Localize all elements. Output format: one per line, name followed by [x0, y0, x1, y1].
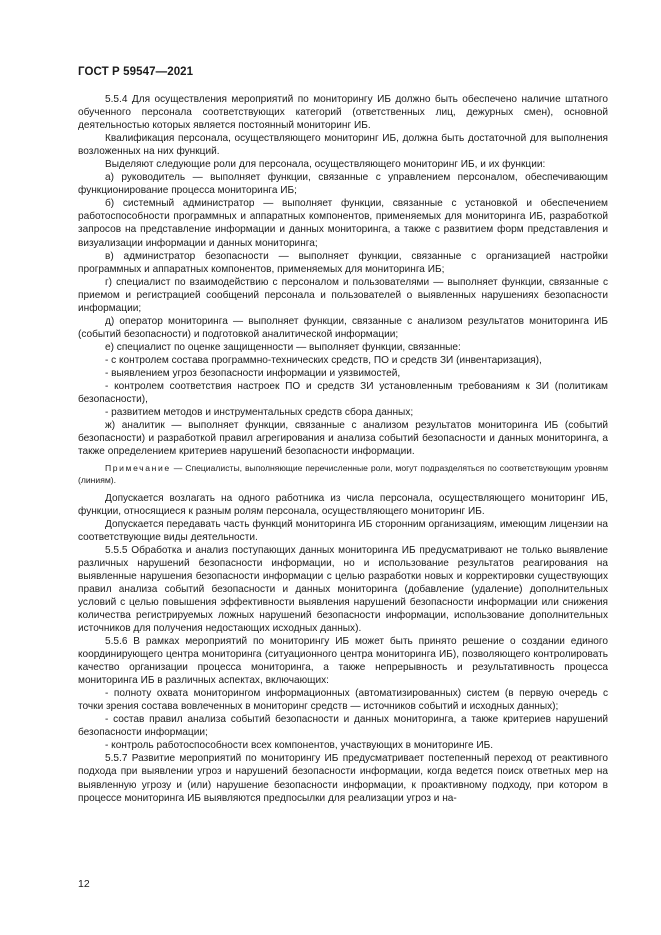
sub-list-item: - развитием методов и инструментальных средств сбора данных;: [105, 407, 414, 419]
list-item: в) администратор безопасности — выполняет функции, связанные с организацией настройки программных и аппаратных компонентов, применяемых для мониторинга ИБ;: [78, 250, 608, 275]
sub-list-item: - контролем соответствия настроек ПО и средств ЗИ установленным требованиям к ЗИ (политикам безопасности),: [78, 381, 608, 406]
paragraph: 5.5.4 Для осуществления мероприятий по мониторингу ИБ должно быть обеспечено наличие штатного обученного персонала соответствующих категорий (ответственных лиц, дежурных смен), основной деятельностью которых является постоянный мониторинг ИБ.: [78, 94, 608, 132]
paragraph: 5.5.6 В рамках мероприятий по мониторингу ИБ может быть принято решение о создании единого координирующего центра мониторинга (ситуационного центра мониторинга ИБ), позволяющего контролировать качество организации процесса мониторинга, а также непрерывность и результативность процесса мониторинга ИБ в различных аспектах, включающих:: [78, 636, 608, 687]
list-item: б) системный администратор — выполняет функции, связанные с установкой и обеспечением работоспособности программных и аппаратных компонентов, применяемых для мониторинга ИБ, разработкой запросов на представление информации и данных мониторинга, а также с развитием форм представления и визуализации информации и данных мониторинга;: [78, 198, 608, 249]
page-number: 12: [78, 878, 90, 890]
document-body: [78, 93, 608, 805]
paragraph: Допускается возлагать на одного работника из числа персонала, осуществляющего мониторинг ИБ, функции, относящиеся к разным ролям персонала, осуществляющего мониторинг ИБ.: [78, 492, 608, 517]
note-text: — Специалисты, выполняющие перечисленные роли, могут подразделяться по соответствующим уровням (линиям).: [78, 463, 608, 485]
sub-list-item: - состав правил анализа событий безопасности и данных мониторинга, а также критериев нарушений безопасности информации;: [78, 714, 608, 739]
list-item: е) специалист по оценке защищенности — выполняет функции, связанные:: [105, 341, 461, 353]
paragraph: Квалификация персонала, осуществляющего мониторинг ИБ, должна быть достаточной для выполнения возложенных на них функций.: [78, 133, 608, 158]
note: [78, 463, 608, 486]
list-item: а) руководитель — выполняет функции, связанные с управлением персоналом, обеспечивающим функционирование процесса мониторинга ИБ;: [78, 172, 608, 197]
paragraph: Выделяют следующие роли для персонала, осуществляющего мониторинг ИБ, и их функции:: [105, 159, 546, 171]
sub-list-item: - с контролем состава программно-технических средств, ПО и средств ЗИ (инвентаризация),: [105, 354, 542, 366]
document-header: ГОСТ Р 59547—2021: [78, 66, 194, 78]
note-label: Примечание: [105, 463, 171, 474]
list-item: ж) аналитик — выполняет функции, связанные с анализом результатов мониторинга ИБ (событий безопасности) и разработкой правил агрегирования и анализа событий безопасности и данных мониторинга, а также определением критериев нарушений безопасности информации.: [78, 420, 608, 458]
list-item: д) оператор мониторинга — выполняет функции, связанные с анализом результатов мониторинга ИБ (событий безопасности) и подготовкой аналитической информации;: [78, 315, 608, 340]
sub-list-item: - контроль работоспособности всех компонентов, участвующих в мониторинге ИБ.: [105, 740, 494, 752]
paragraph: 5.5.5 Обработка и анализ поступающих данных мониторинга ИБ предусматривают не только выявление различных нарушений безопасности информации, но и использование результатов реагирования на выявленные нарушения безопасности информации с целью разработки новых и корректировки существующих правил анализа событий безопасности и данных мониторинга (добавление (удаление) дополнительных условий с целью повышения эффективности выявления нарушений безопасности информации или снижения количества регистрируемых ложных нарушений безопасности информации, использование дополнительных источников для получения недостающих исходных данных).: [78, 544, 608, 634]
sub-list-item: - полноту охвата мониторингом информационных (автоматизированных) систем (в первую очередь с точки зрения состава вовлеченных в мониторинг средств — источников событий и исходных данных);: [78, 688, 608, 713]
list-item: г) специалист по взаимодействию с персоналом и пользователями — выполняет функции, связанные с приемом и регистрацией сообщений персонала и пользователей о выявленных нарушениях безопасности информации;: [78, 276, 608, 314]
paragraph: 5.5.7 Развитие мероприятий по мониторингу ИБ предусматривает постепенный переход от реактивного подхода при выявлении угроз и нарушений безопасности информации, когда ведется поиск ответных мер на выявленную угрозу и (или) нарушение безопасности информации, к проактивному подходу, при котором в процессе мониторинга ИБ выявляются предпосылки для реализации угроз и на-: [78, 753, 608, 804]
sub-list-item: - выявлением угроз безопасности информации и уязвимостей,: [105, 367, 401, 379]
paragraph: Допускается передавать часть функций мониторинга ИБ сторонним организациям, имеющим лицензии на соответствующие виды деятельности.: [78, 518, 608, 543]
